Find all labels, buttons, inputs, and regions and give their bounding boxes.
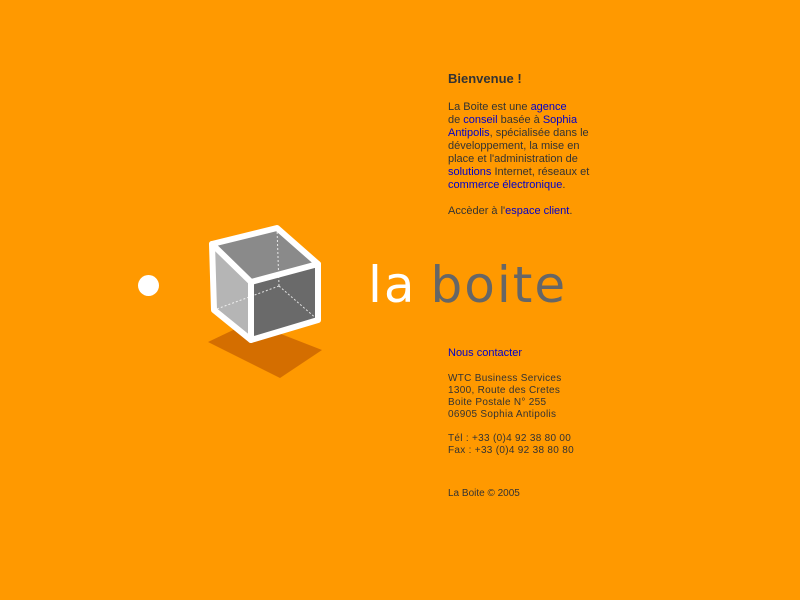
copyright: La Boite © 2005 [448,488,520,499]
address-line: WTC Business Services [448,373,562,384]
address-line: Boite Postale N° 255 [448,397,547,408]
welcome-title: Bienvenue ! [448,71,522,86]
intro-paragraph [448,101,608,192]
logo-wordmark [368,257,567,313]
cube-icon [200,220,330,390]
intro-text: . [562,179,566,191]
intro-text: , spécialisée dans le développement, la mise en place et l'administration de [448,127,589,165]
intro-text: La Boite est une [448,101,531,113]
client-text: . [569,205,573,217]
contact-section [448,343,648,457]
client-text: Accèder à l' [448,205,506,217]
logo-dot [138,275,159,296]
logo-la: la [368,256,417,314]
intro-text: basée à [497,114,543,126]
contact-link[interactable]: Nous contacter [448,347,522,359]
link-agence[interactable]: agence [530,101,567,113]
intro-text: de [448,114,464,126]
logo-boite: boite [430,256,568,314]
link-espace-client[interactable]: espace client [505,205,570,217]
address-line: 06905 Sophia Antipolis [448,409,557,420]
link-sophia-antipolis[interactable]: Sophia Antipolis [448,114,578,139]
address-block [448,373,648,421]
welcome-section [448,71,608,218]
intro-text: Internet, réseaux et [491,166,590,178]
link-commerce-electronique[interactable]: commerce électronique [448,179,563,191]
link-solutions[interactable]: solutions [448,166,492,178]
phone-block [448,433,648,457]
address-line: 1300, Route des Cretes [448,385,561,396]
client-paragraph [448,205,608,218]
phone-tel: Tél : +33 (0)4 92 38 80 00 [448,433,572,444]
phone-fax: Fax : +33 (0)4 92 38 80 80 [448,445,574,456]
link-conseil[interactable]: conseil [463,114,498,126]
